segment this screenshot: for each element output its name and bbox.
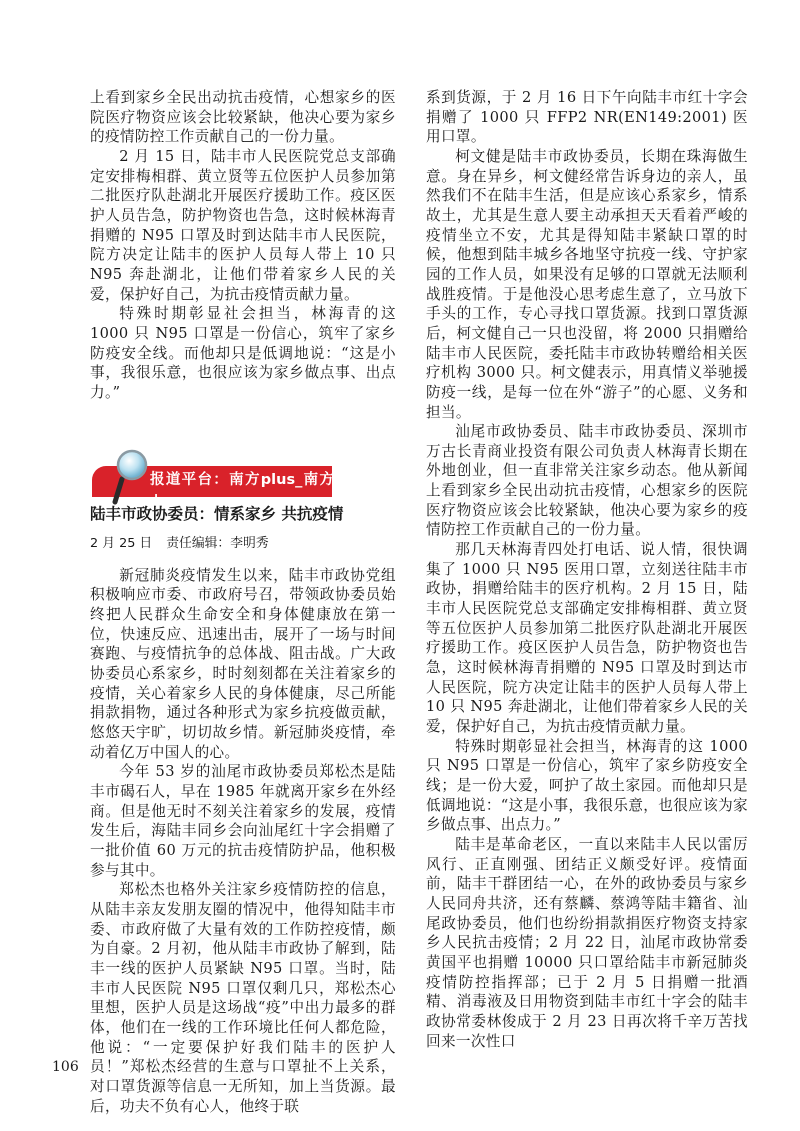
paragraph: 特殊时期彰显社会担当，林海青的这 1000 只 N95 口罩是一份信心，筑牢了家乡防疫安全线；是一份大爱，呵护了故土家园。而他却只是低调地说：“这是小事，我很乐意，也很应该为家乡做点事、出点力。” xyxy=(426,737,748,834)
article-date: 2 月 25 日 xyxy=(90,536,153,552)
section-spacer xyxy=(90,403,396,443)
paragraph: 柯文健是陆丰市政协委员，长期在珠海做生意。身在异乡，柯文健经常告诉身边的亲人，虽然我们不在陆丰生活，但是应该心系家乡，情系故土，尤其是生意人要主动承担天天看着严峻的疫情坐立不安，尤其是得知陆丰紧缺口罩的时候，他想到陆丰城乡各地坚守抗疫一线、守护家园的工作人员，如果没有足够的口罩就无法顺利战胜疫情。于是他没心思考虑生意了，立马放下手头的工作，专心寻找口罩货源。找到口罩货源后，柯文健自己一只也没留，将 2000 只捐赠给陆丰市人民医院，委托陆丰市政协转赠给相关医疗机构 3000 只。柯文健表示，用真情义举驰援防疫一线，是每一位在外“游子”的心愿、义务和担当。 xyxy=(426,147,748,421)
paragraph: 今年 53 岁的汕尾市政协委员郑松杰是陆丰市碣石人，早在 1985 年就离开家乡在外经商。但是他无时不刻关注着家乡的发展，疫情发生后，海陆丰同乡会向汕尾红十字会捐赠了一批价值 60 万元的抗击疫情防护品，他积极参与其中。 xyxy=(90,763,396,879)
article-meta xyxy=(90,534,396,554)
paragraph: 2 月 15 日，陆丰市人民医院党总支部确定安排梅相群、黄立贤等五位医护人员参加第二批医疗队赴湖北开展医疗援助工作。疫区医护人员告急，防护物资也告急，这时候林海青捐赠的 N95 口罩及时到达陆丰市人民医院，院方决定让陆丰的医护人员每人带上 10 只 N95 奔赴湖北，让他们带着家乡人民的关爱，保护好自己，为抗击疫情贡献力量。 xyxy=(90,147,396,303)
paragraph: 郑松杰也格外关注家乡疫情防控的信息，从陆丰亲友发朋友圈的情况中，他得知陆丰市委、市政府做了大量有效的工作防控疫情，颇为自豪。2 月初，他从陆丰市政协了解到，陆丰一线的医护人员紧缺 N95 口罩。当时，陆丰市人民医院 N95 口罩仅剩几只，郑松杰心里想，医护人员是这场战“疫”中出力最多的群体，他们在一线的工作环境比任何人都危险，他说：“一定要保护好我们陆丰的医护人员！”郑松杰经营的生意与口罩扯不上关系，对口罩货源等信息一无所知，加上当货源。最后，功夫不负有心人，他终于联 xyxy=(90,881,396,1115)
left-column xyxy=(90,88,396,1116)
magnifier-icon xyxy=(110,449,152,505)
paragraph: 汕尾市政协委员、陆丰市政协委员、深圳市万古长青商业投资有限公司负责人林海青长期在外地创业，但一直非常关注家乡动态。他从新闻上看到家乡全民出动抗击疫情，心想家乡的医院医疗物资应该会比较紧缺，他决心要为家乡的疫情防控工作贡献自己的一份力量。 xyxy=(426,423,748,539)
article-headline: 陆丰市政协委员：情系家乡 共抗疫情 xyxy=(90,504,344,523)
right-column xyxy=(426,88,748,1051)
paragraph: 陆丰是革命老区，一直以来陆丰人民以雷厉风行、正直刚强、团结正义颇受好评。疫情面前，陆丰干群团结一心，在外的政协委员与家乡人民同舟共济，还有蔡麟、蔡鸿等陆丰籍省、汕尾政协委员，他们也纷纷捐款捐医疗物资支持家乡人民抗击疫情；2 月 22 日，汕尾市政协常委黄国平也捐赠 10000 只口罩给陆丰市新冠肺炎疫情防控指挥部；已于 2 月 5 日捐赠一批酒精、消毒液及日用物资到陆丰市红十字会的陆丰政协常委林俊成于 2 月 23 日再次将千辛万苦找回来一次性口 xyxy=(426,835,748,1050)
paragraph: 特殊时期彰显社会担当，林海青的这 1000 只 N95 口罩是一份信心，筑牢了家乡防疫安全线。而他却只是低调地说：“这是小事，我很乐意，也很应该为家乡做点事、出点力。” xyxy=(90,305,396,401)
banner-label: 报道平台：南方plus_南方+ xyxy=(150,471,334,508)
paragraph: 上看到家乡全民出动抗击疫情，心想家乡的医院医疗物资应该会比较紧缺，他决心要为家乡的疫情防控工作贡献自己的一份力量。 xyxy=(90,89,396,146)
page-number: 106 xyxy=(52,1059,79,1075)
paragraph: 那几天林海青四处打电话、说人情，很快调集了 1000 只 N95 医用口罩，立刻送往陆丰市政协，捐赠给陆丰的医疗机构。2 月 15 日，陆丰市人民医院党总支部确定安排梅相群、黄立贤等五位医护人员参加第二批医疗队赴湖北开展医疗援助工作。疫区医护人员告急，防护物资也告急，这时候林海青捐赠的 N95 口罩及时到达市人民医院，院方决定让陆丰的医护人员每人带上 10 只 N95 奔赴湖北，让他们带着家乡人民的关爱，保护好自己，为抗击疫情贡献力量。 xyxy=(426,541,748,735)
paragraph: 系到货源，于 2 月 16 日下午向陆丰市红十字会捐赠了 1000 只 FFP2 NR(EN149:2001) 医用口罩。 xyxy=(426,89,748,146)
paragraph: 新冠肺炎疫情发生以来，陆丰市政协党组积极响应市委、市政府号召，带领政协委员始终把人民群众生命安全和身体健康放在第一位，快速反应、迅速出击，展开了一场与时间赛跑、与疫情抗争的总体战、阻击战。广大政协委员心系家乡，时时刻刻都在关注着家乡的疫情，关心着家乡人民的身体健康，尽己所能捐款捐物，通过各种形式为家乡抗疫做贡献，悠悠天宇旷，切切故乡情。新冠肺炎疫情，牵动着亿万中国人的心。 xyxy=(90,566,396,761)
report-platform-banner xyxy=(90,449,334,508)
article-editor: 责任编辑：李明秀 xyxy=(166,536,269,552)
